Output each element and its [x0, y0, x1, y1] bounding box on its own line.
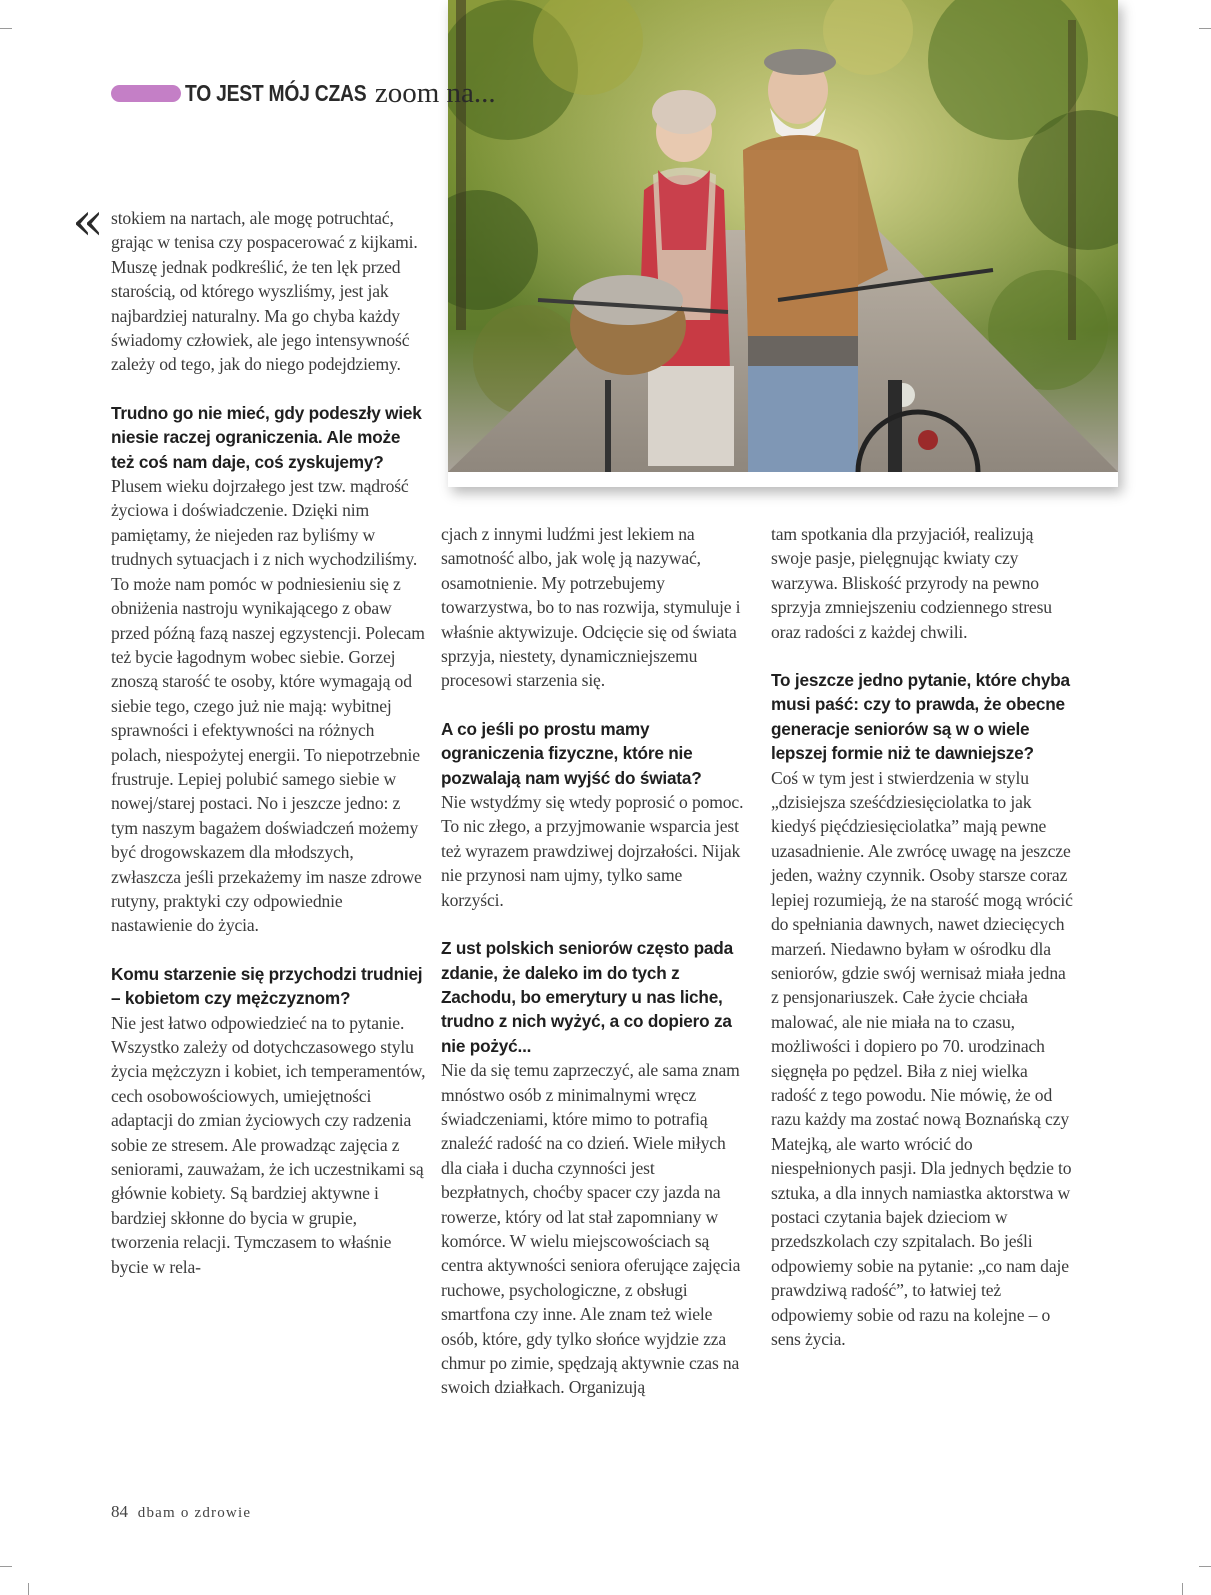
section-sub-label: zoom na...: [374, 76, 496, 109]
interview-question: A co jeśli po prostu mamy ograniczenia fizyczne, które nie pozwalają nam wyjść do świata?: [441, 718, 702, 788]
interview-question: Trudno go nie mieć, gdy podeszły wiek niesie raczej ograniczenia. Ale może też coś nam daje, coś zyskujemy?: [111, 402, 422, 472]
paragraph: cjach z innymi ludźmi jest lekiem na samotność albo, jak wolę ją nazywać, osamotnienie. My potrzebujemy towarzystwa, bo to nas rozwija, stymuluje i właśnie aktywizuje. Odcięcie się od świata sprzyja, niestety, dynamiczniejszemu procesowi starzenia się.: [441, 524, 741, 691]
seniors-cycling-photo: [448, 0, 1118, 472]
crop-mark: [1199, 28, 1211, 29]
article-column-3: [771, 522, 1076, 1351]
paragraph: Nie da się temu zaprzeczyć, ale sama znam mnóstwo osób z minimalnymi wręcz świadczeniami, które mimo to potrafią znaleźć radość na co dzień. Wiele miłych dla ciała i ducha czynności jest bezpłatnych, choćby spacer czy jazda na rowerze, który od lat stał zapomniany w komórce. W wielu miejscowościach są centra aktywności seniora oferujące zajęcia ruchowe, psychologiczne, z obsługi smartfona czy inne. Ale znam też wiele osób, które, gdy tylko słońce wyjdzie zza chmur po zimie, spędzają aktywnie czas na swoich działkach. Organizują: [441, 1060, 741, 1398]
section-header: [111, 78, 496, 108]
crop-mark: [28, 1583, 29, 1595]
interview-question: Z ust polskich seniorów często pada zdanie, że daleko im do tych z Zachodu, bo emerytury u nas liche, trudno z nich wyżyć, a co dopiero za nie pożyć...: [441, 938, 733, 1056]
interview-question: Komu starzenie się przychodzi trudniej – kobietom czy mężczyznom?: [111, 963, 423, 1009]
crop-mark: [0, 1566, 12, 1567]
accent-bar: [111, 85, 181, 102]
crop-mark: [0, 28, 12, 29]
paragraph: Coś w tym jest i stwierdzenia w stylu „dzisiejsza sześćdziesięciolatka to jak kiedyś pięćdziesięciolatka” mają pewne uzasadnienie. Ale zwrócę uwagę na jeszcze jeden, ważny czynnik. Osoby starsze coraz lepiej rozumieją, że na starość mogą wrócić do spełniania dawnych, nawet dziecięcych marzeń. Niedawno byłam w ośrodku dla seniorów, gdzie swój wernisaż miała jedna z pensjonariuszek. Całe życie chciała malować, ale nie miała na to czasu, możliwości i dopiero po 70. urodzinach sięgnęła po pędzel. Biła z niej wielka radość z tego powodu. Nie mówię, że od razu każdy ma zostać nową Boznańską czy Matejką, ale warto wrócić do niespełnionych pasji. Dla jednych będzie to sztuka, a dla innych namiastka aktorstwa w postaci czytania bajek dzieciom w przedszkolach czy szpitalach. Bo jeśli odpowiemy sobie na pytanie: „co nam daje prawdziwą radość”, to łatwiej też odpowiemy sobie od razu na kolejne – o sens życia.: [771, 767, 1073, 1349]
paragraph: tam spotkania dla przyjaciół, realizują swoje pasje, pielęgnując kwiaty czy warzywa. Bliskość przyrody na pewno sprzyja zmniejszeniu codziennego stresu oraz radości z każdej chwili.: [771, 524, 1052, 642]
paragraph: stokiem na nartach, ale mogę potruchtać, grając w tenisa czy pospacerować z kijkami. Muszę jednak podkreślić, że ten lęk przed starością, od którego wyszliśmy, jest jak najbardziej naturalny. Ma go chyba każdy świadomy człowiek, ale jego intensywność zależy od tego, jak do niego podejdziemy.: [111, 208, 418, 375]
photo-frame: [448, 0, 1118, 487]
photo-illustration: [448, 0, 1118, 472]
paragraph: Plusem wieku dojrzałego jest tzw. mądrość życiowa i doświadczenie. Dzięki nim pamiętamy, że niejeden raz byliśmy w trudnych sytuacjach i z nich wychodziliśmy. To może nam pomóc w podniesieniu się z obniżenia nastroju wynikającego z obaw przed późną fazą naszej egzystencji. Polecam też bycie łagodnym wobec siebie. Gorzej znoszą starość te osoby, które wymagają od siebie tego, czego już nie mają: wybitnej sprawności i efektywności na różnych polach, niespożytej energii. To niepotrzebnie frustruje. Lepiej polubić samego siebie w nowej/starej postaci. No i jeszcze jedno: z tym naszym bagażem doświadczeń możemy być drogowskazem dla młodszych, zwłaszcza jeśli przekażemy im nasze zdrowe rutyny, praktyki czy odpowiednie nastawienie do życia.: [111, 476, 425, 936]
section-label: TO JEST MÓJ CZAS: [185, 79, 367, 106]
article-column-1: [111, 206, 426, 1279]
crop-mark: [1182, 1583, 1183, 1595]
quote-mark-icon: «: [72, 192, 104, 252]
article-column-2: [441, 522, 746, 1400]
interview-question: To jeszcze jedno pytanie, które chyba musi paść: czy to prawda, że obecne generacje seniorów są w o wiele lepszej formie niż te dawniejsze?: [771, 670, 1070, 764]
crop-mark: [1199, 1566, 1211, 1567]
page-number: 84: [111, 1502, 128, 1521]
paragraph: Nie wstydźmy się wtedy poprosić o pomoc. To nic złego, a przyjmowanie wsparcia jest też wyrazem prawdziwej dojrzałości. Nijak nie przynosi nam ujmy, tylko same korzyści.: [441, 792, 744, 910]
magazine-name: dbam o zdrowie: [137, 1505, 252, 1521]
page-footer: [111, 1502, 251, 1522]
paragraph: Nie jest łatwo odpowiedzieć na to pytanie. Wszystko zależy od dotychczasowego stylu życia mężczyzn i kobiet, ich temperamentów, cech osobowościowych, umiejętności adaptacji do zmian życiowych czy radzenia sobie ze stresem. Ale prowadząc zajęcia z seniorami, zauważam, że ich uczestnikami są głównie kobiety. Są bardziej aktywne i bardziej skłonne do bycia w grupie, tworzenia relacji. Tymczasem to właśnie bycie w rela-: [111, 1012, 426, 1277]
